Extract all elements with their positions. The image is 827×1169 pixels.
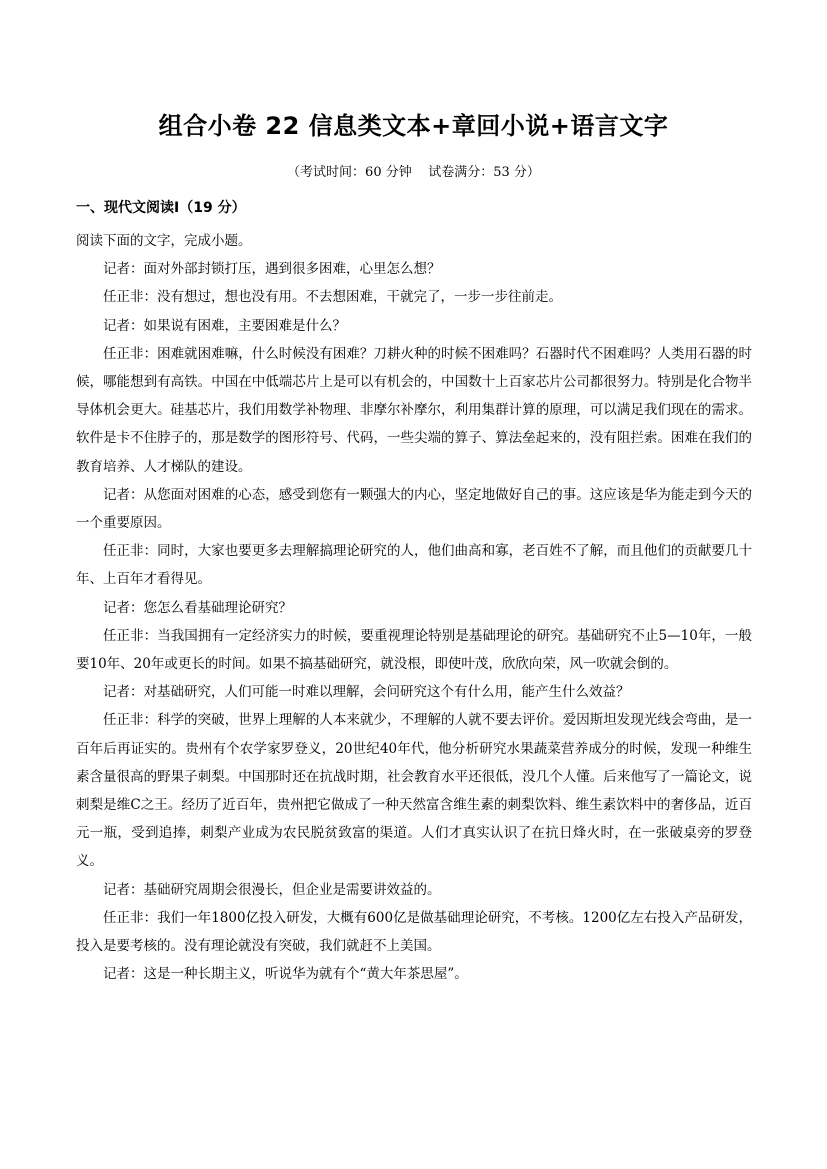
paragraph: 记者：您怎么看基础理论研究？ (103, 599, 292, 616)
document-title: 组合小卷 22 信息类文本+章回小说+语言文字 (158, 112, 669, 140)
paragraph: 记者：这是一种长期主义，听说华为就有个“黄大年茶思屋”。 (103, 966, 468, 983)
paragraph: 任正非：同时，大家也要更多去理解搞理论研究的人，他们曲高和寡，老百姓不了解，而且他们的贡献要几十年、上百年才看得见。 (76, 543, 752, 588)
section-heading: 一、现代文阅读Ⅰ（19 分） (76, 200, 246, 216)
paragraph: 任正非：我们一年1800亿投入研发，大概有600亿是做基础理论研究，不考核。1200亿左右投入产品研发，投入是要考核的。没有理论就没有突破，我们就赶不上美国。 (76, 909, 752, 955)
paragraph: 记者：从您面对困难的心态，感受到您有一颗强大的内心，坚定地做好自己的事。这应该是华为能走到今天的一个重要原因。 (76, 486, 752, 532)
paragraph: 任正非：科学的突破，世界上理解的人本来就少，不理解的人就不要去评价。爱因斯坦发现光线会弯曲，是一百年后再证实的。贵州有个农学家罗登义，20世纪40年代，他分析研究水果蔬菜营养成分的时候，发现一种维生素含量很高的野果子刺梨。中国那时还在抗战时期，社会教育水平还很低，没几个人懂。后来他写了一篇论文，说刺梨是维C之王。经历了近百年，贵州把它做成了一种天然富含维生素的刺梨饮料、维生素饮料中的奢侈品，近百元一瓶，受到追捧，刺梨产业成为农民脱贫致富的渠道。人们才真实认识了在抗日烽火时，在一张破桌旁的罗登义。 (76, 712, 752, 870)
paragraph: 任正非：没有想过，想也没有用。不去想困难，干就完了，一步一步往前走。 (103, 289, 562, 306)
paragraph: 记者：对基础研究，人们可能一时难以理解，会问研究这个有什么用，能产生什么效益？ (103, 684, 630, 701)
paragraph: 记者：如果说有困难，主要困难是什么？ (103, 317, 346, 334)
reading-passage (76, 227, 752, 988)
instruction-text: 阅读下面的文字，完成小题。 (76, 233, 252, 249)
paragraph: 任正非：困难就困难嘛，什么时候没有困难？刀耕火种的时候不困难吗？石器时代不困难吗？人类用石器的时候，哪能想到有高铁。中国在中低端芯片上是可以有机会的，中国数十上百家芯片公司都很努力。特别是化合物半导体机会更大。硅基芯片，我们用数学补物理、非摩尔补摩尔，利用集群计算的原理，可以满足我们现在的需求。软件是卡不住脖子的，那是数学的图形符号、代码，一些尖端的算子、算法垒起来的，没有阻拦索。困难在我们的教育培养、人才梯队的建设。 (76, 345, 752, 475)
paragraph: 任正非：当我国拥有一定经济实力的时候，要重视理论特别是基础理论的研究。基础研究不止5—10年，一般要10年、20年或更长的时间。如果不搞基础研究，就没根，即使叶茂，欣欣向荣，风一吹就会倒的。 (76, 627, 752, 673)
paragraph: 记者：基础研究周期会很漫长，但企业是需要讲效益的。 (103, 881, 441, 898)
exam-info: （考试时间：60 分钟 试卷满分：53 分） (287, 165, 540, 180)
paragraph: 记者：面对外部封锁打压，遇到很多困难，心里怎么想？ (103, 261, 441, 278)
